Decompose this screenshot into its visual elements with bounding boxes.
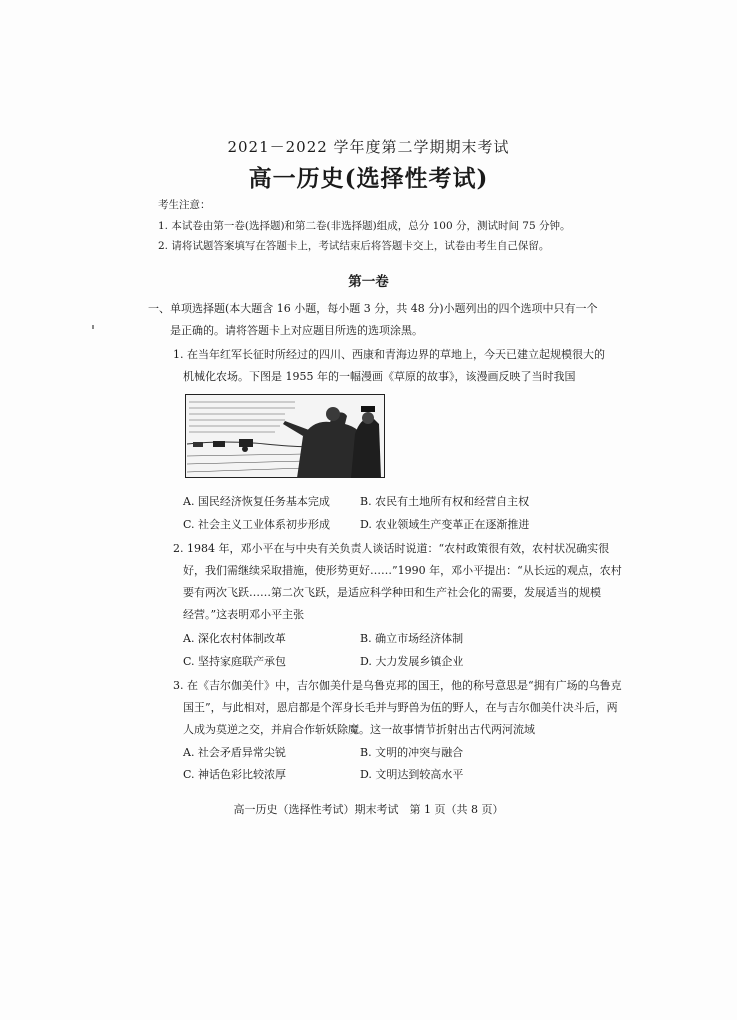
question-1-text: 机械化农场。下图是 1955 年的一幅漫画《草原的故事》，该漫画反映了当时我国 (183, 370, 576, 383)
option-a: A. 深化农村体制改革 (183, 632, 286, 645)
page-footer: 高一历史（选择性考试）期末考试 第 1 页（共 8 页） (233, 803, 504, 816)
question-3-text: 人成为莫逆之交，并肩合作斩妖除魔。这一故事情节折射出古代两河流域 (183, 723, 535, 736)
notice-item: 1. 本试卷由第一卷(选择题)和第二卷(非选择题)组成，总分 100 分，测试时间 75 分钟。 (158, 220, 571, 232)
option-a: A. 社会矛盾异常尖锐 (183, 746, 286, 759)
volume-title: 第一卷 (348, 274, 389, 290)
question-2-text: 好，我们需继续采取措施，使形势更好……”1990 年，邓小平提出：“从长远的观点，农村 (183, 564, 622, 577)
option-c: C. 坚持家庭联产承包 (183, 655, 287, 668)
question-1-text: 1. 在当年红军长征时所经过的四川、西康和青海边界的草地上，今天已建立起规模很大的 (173, 348, 605, 361)
option-c: C. 神话色彩比较浓厚 (183, 768, 287, 781)
option-b: B. 农民有土地所有权和经营自主权 (360, 495, 530, 508)
exam-year-title: 2021－2022 学年度第二学期期末考试 (227, 138, 510, 156)
option-b: B. 确立市场经济体制 (360, 632, 464, 645)
notice-item: 2. 请将试题答案填写在答题卡上，考试结束后将答题卡交上，试卷由考生自己保留。 (158, 240, 550, 252)
exam-subject-title: 高一历史(选择性考试) (248, 165, 489, 192)
option-d: D. 文明达到较高水平 (360, 768, 464, 781)
section-instruction: 是正确的。请将答题卡上对应题目所选的选项涂黑。 (170, 324, 423, 337)
question-3-text: 3. 在《吉尔伽美什》中，吉尔伽美什是乌鲁克邦的国王，他的称号意思是“拥有广场的乌鲁克 (173, 679, 622, 692)
section-instruction: 一、单项选择题(本大题含 16 小题，每小题 3 分，共 48 分)小题列出的四个选项中只有一个 (148, 302, 598, 315)
question-2-text: 要有两次飞跃……第二次飞跃，是适应科学种田和生产社会化的需要，发展适当的规模 (183, 586, 601, 599)
notice-heading: 考生注意： (158, 199, 211, 211)
scan-mark (92, 325, 94, 329)
question-2-text: 经营。”这表明邓小平主张 (183, 608, 305, 621)
cartoon-image (185, 394, 385, 478)
question-3-text: 国王”，与此相对，恩启都是个浑身长毛并与野兽为伍的野人，在与吉尔伽美什决斗后，两 (183, 701, 618, 714)
option-d: D. 农业领域生产变革正在逐渐推进 (360, 518, 530, 531)
option-c: C. 社会主义工业体系初步形成 (183, 518, 331, 531)
option-a: A. 国民经济恢复任务基本完成 (183, 495, 330, 508)
option-d: D. 大力发展乡镇企业 (360, 655, 464, 668)
option-b: B. 文明的冲突与融合 (360, 746, 464, 759)
question-2-text: 2. 1984 年，邓小平在与中央有关负责人谈话时说道：“农村政策很有效，农村状况确实很 (173, 542, 610, 555)
